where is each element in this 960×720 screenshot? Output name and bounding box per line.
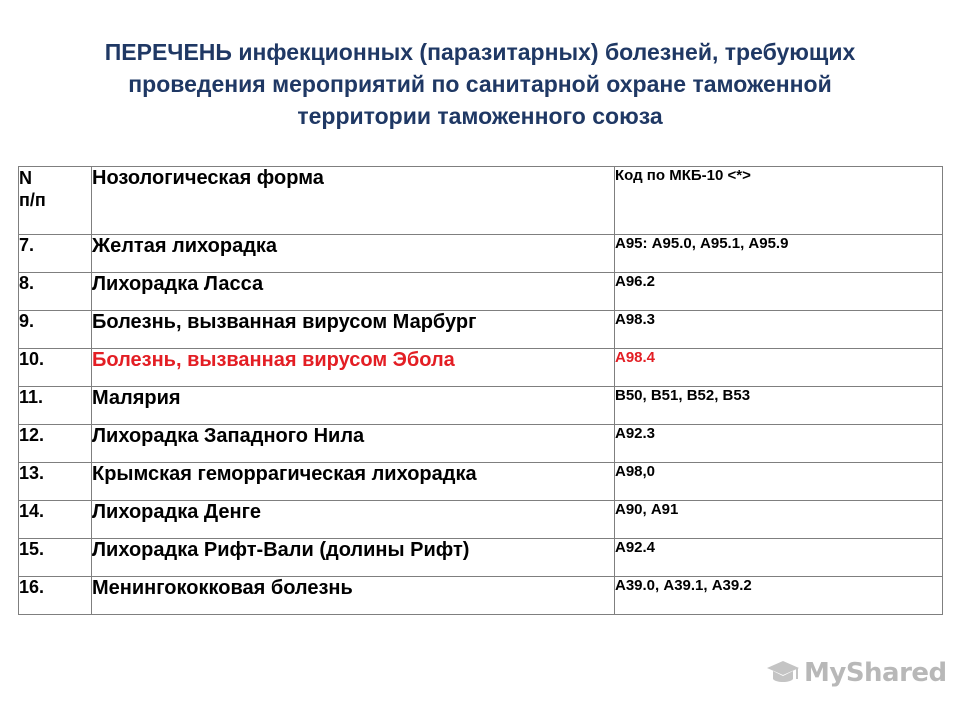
table-header-row [19, 167, 943, 235]
row-number: 13. [19, 463, 92, 501]
mortarboard-icon [766, 658, 800, 688]
header-icd-code: Код по МКБ-10 <*> [615, 167, 943, 235]
row-number: 12. [19, 425, 92, 463]
row-icd-code: В50, В51, В52, В53 [615, 387, 943, 425]
row-number: 7. [19, 235, 92, 273]
row-icd-code: А92.3 [615, 425, 943, 463]
row-disease-name: Болезнь, вызванная вирусом Эбола [92, 349, 615, 387]
header-nosological-form: Нозологическая форма [92, 167, 615, 235]
row-number: 10. [19, 349, 92, 387]
row-icd-code: А95: А95.0, А95.1, А95.9 [615, 235, 943, 273]
row-disease-name: Лихорадка Западного Нила [92, 425, 615, 463]
row-icd-code: А92.4 [615, 539, 943, 577]
header-number-line-1: N [19, 168, 32, 188]
title-line-1-rest: инфекционных (паразитарных) болезней, требующих [231, 39, 856, 65]
row-number: 16. [19, 577, 92, 615]
table-row [19, 311, 943, 349]
row-icd-code: А98.3 [615, 311, 943, 349]
row-number: 8. [19, 273, 92, 311]
title-line-2: проведения мероприятий по санитарной охране таможенной [128, 71, 832, 97]
row-disease-name: Лихорадка Денге [92, 501, 615, 539]
row-number: 11. [19, 387, 92, 425]
table-row [19, 349, 943, 387]
table-row [19, 235, 943, 273]
row-disease-name: Лихорадка Ласса [92, 273, 615, 311]
title-lead: ПЕРЕЧЕНЬ [104, 39, 232, 65]
disease-table [18, 166, 943, 615]
row-number: 9. [19, 311, 92, 349]
table-row [19, 425, 943, 463]
table-row [19, 539, 943, 577]
row-disease-name: Менингококковая болезнь [92, 577, 615, 615]
table-row [19, 387, 943, 425]
row-disease-name: Болезнь, вызванная вирусом Марбург [92, 311, 615, 349]
row-icd-code: А90, А91 [615, 501, 943, 539]
row-icd-code: А39.0, А39.1, А39.2 [615, 577, 943, 615]
row-number: 14. [19, 501, 92, 539]
row-disease-name: Малярия [92, 387, 615, 425]
row-disease-name: Лихорадка Рифт-Вали (долины Рифт) [92, 539, 615, 577]
row-icd-code: А98.4 [615, 349, 943, 387]
table-row [19, 577, 943, 615]
row-disease-name: Крымская геморрагическая лихорадка [92, 463, 615, 501]
table-row [19, 273, 943, 311]
page-title [0, 36, 960, 132]
table-row [19, 501, 943, 539]
table-body [19, 235, 943, 615]
watermark-text: MyShared [804, 658, 947, 688]
row-icd-code: А98,0 [615, 463, 943, 501]
header-number [19, 167, 92, 235]
watermark [766, 655, 947, 691]
row-disease-name: Желтая лихорадка [92, 235, 615, 273]
title-line-3: территории таможенного союза [297, 103, 663, 129]
row-icd-code: А96.2 [615, 273, 943, 311]
row-number: 15. [19, 539, 92, 577]
table-row [19, 463, 943, 501]
header-number-line-2: п/п [19, 190, 46, 210]
title-line-1 [0, 36, 960, 68]
